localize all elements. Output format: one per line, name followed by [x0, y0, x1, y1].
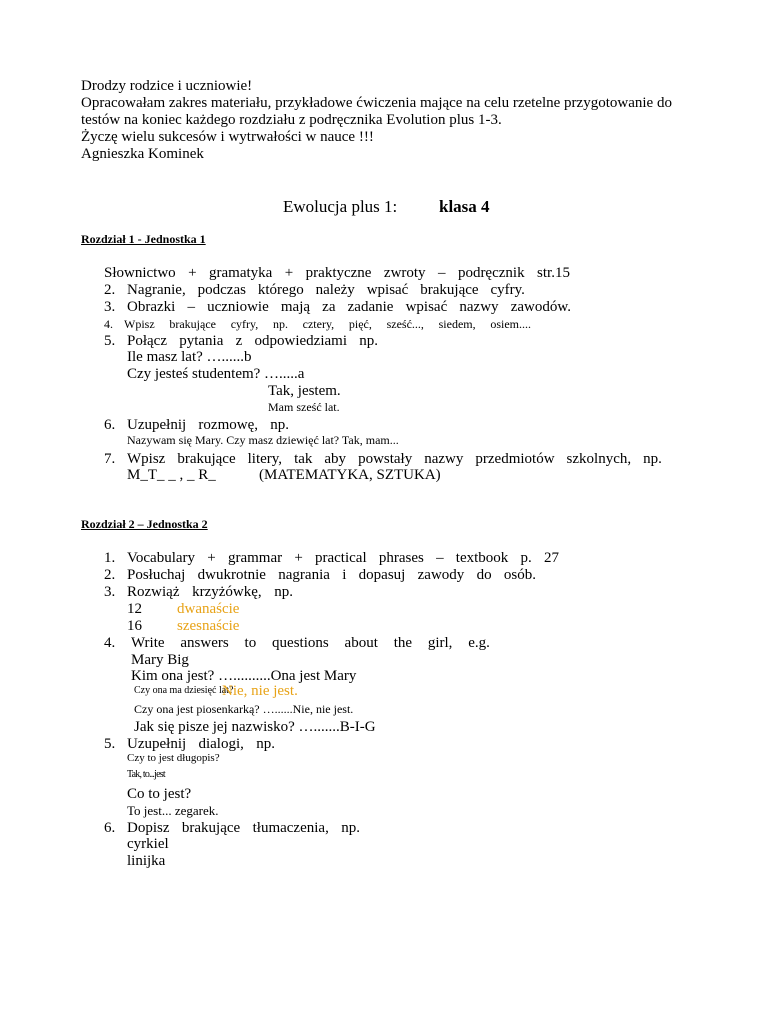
section-2-heading: Rozdział 2 – Jednostka 2	[81, 517, 208, 531]
s1-num-6: 6.	[104, 417, 116, 433]
s2-num-2: 2.	[104, 567, 116, 583]
page-title-right: klasa 4	[439, 197, 490, 216]
s2-item-6-line-2: linijka	[127, 853, 166, 869]
page-title-left: Ewolucja plus 1:	[283, 197, 398, 216]
s1-item-7-example-right: (MATEMATYKA, SZTUKA)	[259, 467, 441, 483]
s2-item-3-word-2: szesnaście	[177, 618, 240, 634]
s2-item-2: Posłuchaj dwukrotnie nagrania i dopasuj zawody do osób.	[127, 567, 536, 583]
s2-item-3-number-2: 16	[127, 618, 142, 634]
s2-item-3: Rozwiąż krzyżówkę, np.	[127, 584, 293, 600]
s2-item-5: Uzupełnij dialogi, np.	[127, 736, 275, 752]
s1-item-5: Połącz pytania z odpowiedziami np.	[127, 333, 378, 349]
s1-item-6-example: Nazywam się Mary. Czy masz dziewięć lat? Tak, mam...	[127, 433, 399, 447]
s2-item-6: Dopisz brakujące tłumaczenia, np.	[127, 820, 360, 836]
s1-num-3: 3.	[104, 299, 116, 315]
s2-item-5-line-2: Tak, to...jest	[127, 769, 165, 780]
s2-item-4-question-4: Jak się pisze jej nazwisko? ….......B-I-G	[134, 719, 376, 735]
intro-line-1: Drodzy rodzice i uczniowie!	[81, 78, 253, 94]
s1-item-6: Uzupełnij rozmowę, np.	[127, 417, 289, 433]
s2-item-5-line-4: To jest... zegarek.	[127, 803, 219, 818]
s1-num-2: 2.	[104, 282, 116, 298]
s1-num-4: 4.	[104, 317, 113, 331]
intro-line-4: Życzę wielu sukcesów i wytrwałości w nauce !!!	[81, 129, 374, 145]
s2-item-4-answer-2: Nie, nie jest.	[222, 683, 298, 699]
s1-item-4: Wpisz brakujące cyfry, np. cztery, pięć, sześć..., siedem, osiem....	[124, 317, 531, 331]
s2-item-4-name: Mary Big	[131, 652, 189, 668]
s2-num-5: 5.	[104, 736, 116, 752]
s1-item-3: Obrazki – uczniowie mają za zadanie wpisać nazwy zawodów.	[127, 299, 571, 315]
s2-item-4-question-3: Czy ona jest piosenkarką? …......Nie, nie jest.	[134, 702, 354, 716]
s1-item-5-question-1: Ile masz lat? …......b	[127, 349, 252, 365]
s1-item-1: Słownictwo + gramatyka + praktyczne zwroty – podręcznik str.15	[104, 265, 570, 281]
intro-signature: Agnieszka Kominek	[81, 146, 204, 162]
s2-item-5-line-1: Czy to jest długopis?	[127, 752, 220, 764]
s2-item-3-number-1: 12	[127, 601, 142, 617]
s1-item-5-answer-1: Tak, jestem.	[268, 383, 341, 399]
s1-num-5: 5.	[104, 333, 116, 349]
s2-num-3: 3.	[104, 584, 116, 600]
s2-item-4-question-2: Czy ona ma dziesięć lat?	[134, 685, 234, 696]
s2-num-6: 6.	[104, 820, 116, 836]
s1-item-5-answer-2: Mam sześć lat.	[268, 400, 340, 414]
s1-item-7-example-left: M_T_ _ , _ R_	[127, 467, 216, 483]
s1-num-7: 7.	[104, 451, 116, 467]
s2-item-1: Vocabulary + grammar + practical phrases – textbook p. 27	[127, 550, 559, 566]
s1-item-5-question-2: Czy jesteś studentem? ….....a	[127, 366, 305, 382]
s2-item-4-question-1: Kim ona jest? …..........Ona jest Mary	[131, 668, 357, 684]
s2-item-4: Write answers to questions about the girl, e.g.	[131, 635, 490, 651]
s2-item-3-word-1: dwanaście	[177, 601, 240, 617]
s1-item-2: Nagranie, podczas którego należy wpisać brakujące cyfry.	[127, 282, 525, 298]
section-1-heading: Rozdział 1 - Jednostka 1	[81, 232, 206, 246]
s2-num-4: 4.	[104, 635, 116, 651]
s2-item-5-line-3: Co to jest?	[127, 786, 192, 802]
s1-item-7: Wpisz brakujące litery, tak aby powstały nazwy przedmiotów szkolnych, np.	[127, 451, 662, 467]
s2-num-1: 1.	[104, 550, 116, 566]
intro-line-2: Opracowałam zakres materiału, przykładowe ćwiczenia mające na celu rzetelne przygotowanie do	[81, 95, 672, 111]
intro-line-3: testów na koniec każdego rozdziału z podręcznika Evolution plus 1-3.	[81, 112, 502, 128]
s2-item-6-line-1: cyrkiel	[127, 836, 169, 852]
